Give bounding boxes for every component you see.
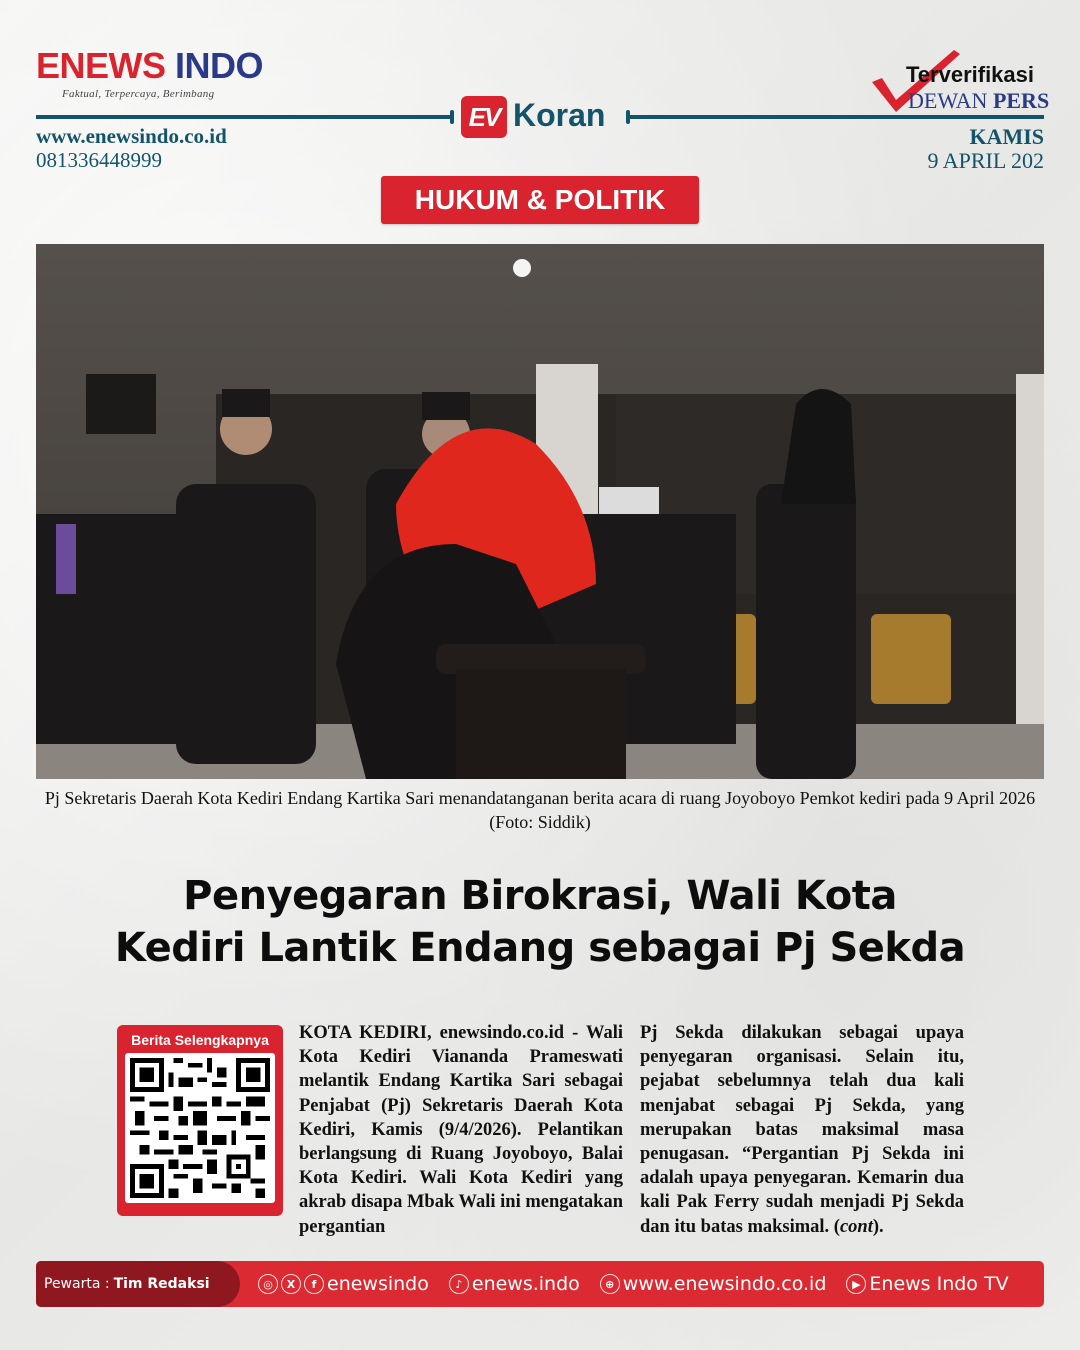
article-column-2-end: ). bbox=[872, 1216, 884, 1237]
header-divider-left bbox=[36, 115, 454, 119]
youtube-icon: ▶ bbox=[846, 1274, 866, 1294]
qr-label: Berita Selengkapnya bbox=[131, 1032, 269, 1048]
press-council-word2: PERS bbox=[992, 88, 1050, 113]
reporter-credit bbox=[36, 1261, 240, 1307]
social-link-tiktok[interactable] bbox=[449, 1273, 580, 1295]
brand-name-part1: ENEWS bbox=[36, 45, 166, 86]
press-council-word1: DEWAN bbox=[908, 88, 988, 113]
header-divider-cap bbox=[626, 110, 630, 124]
social-link-youtube[interactable] bbox=[846, 1273, 1008, 1295]
social-link-website[interactable] bbox=[600, 1273, 827, 1295]
qr-card[interactable] bbox=[117, 1025, 283, 1216]
photo-caption: Pj Sekretaris Daerah Kota Kediri Endang Kartika Sari menandatanganan berita acara di ruang Joyoboyo Pemkot kediri pada 9 April 2026 (Foto: Siddik) bbox=[44, 788, 1036, 832]
publication-day: KAMIS bbox=[969, 124, 1044, 149]
qr-code-icon bbox=[130, 1058, 270, 1198]
social-links bbox=[258, 1273, 1029, 1295]
press-council-label bbox=[908, 88, 1049, 114]
header-divider-cap bbox=[450, 110, 454, 124]
website-link[interactable]: www.enewsindo.co.id bbox=[36, 124, 227, 148]
website-label: www.enewsindo.co.id bbox=[622, 1273, 827, 1295]
article-column-1: KOTA KEDIRI, enewsindo.co.id - Wali Kota Kediri Viananda Prameswati melantik Endang Kartika Sari sebagai Penjabat (Pj) Sekretaris Daerah Kota Kediri, Kamis (9/4/2026). Pelantikan berlangsung di Ruang Joyoboyo, Balai Kota Kediri. Wali Kota Kediri yang akrab disapa Mbak Wali ini mengatakan pergantian bbox=[299, 1023, 624, 1237]
headline bbox=[36, 870, 1044, 974]
news-photo bbox=[36, 244, 1044, 779]
social-handle-label: enewsindo bbox=[327, 1273, 429, 1295]
headline-line-2: Kediri Lantik Endang sebagai Pj Sekda bbox=[114, 925, 966, 971]
x-icon: X bbox=[281, 1274, 301, 1294]
article-column-2-text: Pj Sekda dilakukan sebagai upaya penyegaran organisasi. Selain itu, pejabat sebelumnya telah dua kali menjabat sebagai Pj Sekda, yang merupakan batas maksimal masa penugasan. “Pergantian Pj Sekda ini adalah upaya penyegaran. Kemarin dua kali Pak Ferry sudah menjadi Pj Sekda dan itu batas maksimal. ( bbox=[640, 1023, 964, 1237]
tiktok-icon: ♪ bbox=[449, 1274, 469, 1294]
instagram-icon: ◎ bbox=[258, 1274, 278, 1294]
headline-line-1: Penyegaran Birokrasi, Wali Kota bbox=[183, 873, 897, 919]
facebook-icon: f bbox=[304, 1274, 324, 1294]
brand-name-part2: INDO bbox=[175, 45, 264, 86]
photo-illustration bbox=[36, 244, 1044, 779]
reporter-label: Pewarta : bbox=[44, 1276, 110, 1292]
footer-bar bbox=[36, 1261, 1044, 1307]
edition-label: Koran bbox=[513, 97, 606, 133]
verified-label: Terverifikasi bbox=[906, 62, 1035, 87]
category-badge: HUKUM & POLITIK bbox=[381, 176, 699, 224]
reporter-name: Tim Redaksi bbox=[113, 1276, 210, 1292]
publication-date: 9 APRIL 202 bbox=[927, 148, 1044, 173]
qr-code[interactable] bbox=[125, 1053, 275, 1203]
phone-number: 081336448999 bbox=[36, 148, 162, 172]
article-column-2 bbox=[640, 1021, 964, 1239]
social-link-enewsindo[interactable] bbox=[258, 1273, 429, 1295]
globe-icon: ⊕ bbox=[600, 1274, 620, 1294]
edition-logo-icon: EV bbox=[461, 96, 507, 138]
tiktok-handle-label: enews.indo bbox=[471, 1273, 580, 1295]
continued-marker: cont bbox=[839, 1216, 873, 1237]
brand-tagline: Faktual, Terpercaya, Berimbang bbox=[62, 88, 215, 100]
header-divider-right bbox=[626, 115, 1044, 119]
youtube-channel-label: Enews Indo TV bbox=[869, 1273, 1009, 1295]
brand-logo bbox=[36, 45, 264, 86]
